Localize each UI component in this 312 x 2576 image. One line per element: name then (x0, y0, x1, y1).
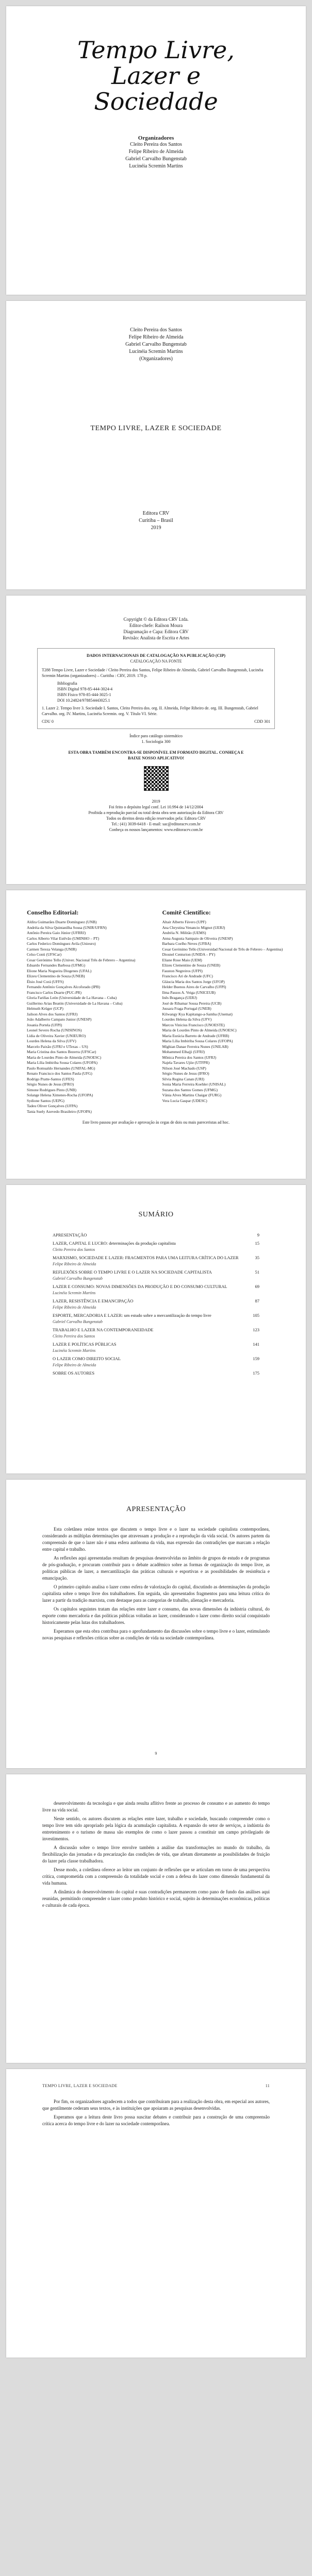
cdd-code: CDD 301 (254, 719, 270, 724)
editorial-council-list (27, 920, 150, 1114)
scientific-committee (156, 909, 286, 1114)
paragraph: desenvolvimento da tecnologia e que ainda resulta aflitivo frente ao processo de consumo e ao aumento do tempo livre na vida social. (42, 1801, 270, 1812)
council-member: Sérgio Nunes de Jesus (IFRO) (27, 1082, 74, 1087)
body-text (6, 1774, 306, 1909)
toc-entry-title: ESPORTE, MERCADORIA E LAZER: um estudo sobre a mercantilização do tempo livre (53, 1313, 211, 1318)
presentation-title: APRESENTAÇÃO (126, 1505, 186, 1513)
toc-entry-page: 105 (253, 1313, 259, 1318)
council-member: Rodrigo Pratte-Santos (UFES) (27, 1076, 74, 1081)
council-member: Anna Augusta Sampaio de Oliveira (UNESP) (162, 936, 233, 941)
council-member: João Adalberto Campato Junior (UNESP) (27, 1017, 92, 1022)
toc-entry-title: MARXISMO, SOCIEDADE E LAZER: FRAGMENTOS PARA UMA LEITURA CRÍTICA DO LAZER (53, 1255, 239, 1260)
copyright-page (6, 596, 306, 884)
text-page (6, 1774, 306, 2063)
copyright-line: Revisão: Analista de Escrita e Artes (123, 635, 189, 640)
council-member: Marcos Vinicius Francisco (UNOESTE) (162, 1022, 225, 1027)
council-page (6, 890, 306, 1179)
council-member: Ana Chrystina Venancio Mignot (UERJ) (162, 925, 225, 930)
paragraph: O primeiro capítulo analisa o lazer como esfera de valorização do capital, discutindo as determinações da produção capitalista sobre o tempo livre dos trabalhadores. Em seguida, são apresentados fragmentos para uma leitura crítica do lazer a partir da tradição marxista, com destaque para as categorias de trabalho, alienação e mercadoria. (42, 1584, 270, 1603)
toc-entry-author: Cleito Pereira dos Santos (53, 1334, 95, 1338)
council-member: Paulo Romualdo Hernandes (UNIFAL-MG) (27, 1065, 95, 1071)
toc-entry-author: Lucinéia Scremin Martins (53, 1291, 96, 1295)
toc-entry-author: Gabriel Carvalho Bungenstab (53, 1319, 103, 1324)
council-member: Elizeu Clementino de Souza (UNEB) (27, 974, 85, 978)
toc-entry[interactable] (53, 1284, 259, 1290)
council-member: Barbara Coelho Neves (UFBA) (162, 941, 211, 946)
council-member: Kilwangy Kya Kapitango-a-Samba (Unemat) (162, 1011, 233, 1016)
cip-record: T288 Tempo Livre, Lazer e Sociedade / Cleito Pereira dos Santos, Felipe Ribeiro de Almeida, Gabriel Carvalho Bungenstab, Lucinéia Scremin Martins (organizadores) – Curitiba : CRV, 2019. 178 p. (42, 668, 264, 678)
council-member: Maria de Lourdes Pinto de Almeida (UNOESC) (27, 1055, 102, 1060)
toc-entry-title: TRABALHO E LAZER NA CONTEMPORANEIDADE (53, 1327, 154, 1332)
organizer-name: Lucinéia Scremin Martins (129, 349, 183, 354)
paragraph: Por fim, os organizadores agradecem a todos que contribuíram para a realização desta obra, em especial aos autores, que gentilmente cederam seus textos, e às instituições que apoiaram as pesquisas desenvolvidas. (42, 2099, 270, 2111)
council-member: Carlos Federico Domínguez Avila (Unieuro) (27, 941, 96, 946)
council-member: Sonia Maria Ferreira Koehler (UNISAL) (162, 1082, 226, 1087)
toc-entry[interactable] (53, 1298, 259, 1304)
council-member: Silvia Regina Canan (URI) (162, 1076, 204, 1081)
council-member: Sydione Santos (UEPG) (27, 1098, 64, 1103)
council-member: Vera Lucia Gaspar (UDESC) (162, 1098, 207, 1103)
council-member: Leonel Severo Rocha (UNISINOS) (27, 1028, 82, 1032)
toc-entry-title: REFLEXÕES SOBRE O TEMPO LIVRE E O LAZER NA SOCIEDADE CAPITALISTA (53, 1269, 212, 1275)
presentation-text (6, 1526, 306, 1641)
index-title: Índice para catálogo sistemático (129, 734, 183, 738)
council-member: Diosnel Centurion (UNIDA – PY) (162, 952, 216, 957)
body-text (6, 2088, 306, 2127)
paragraph: Esperamos que esta obra contribua para o aprofundamento das discussões sobre o tempo livre e o lazer, estimulando novas pesquisas e reflexões críticas sobre as condições de vida na sociedade contemporânea. (42, 1629, 270, 1640)
organizers-label: Organizadores (138, 135, 174, 141)
toc-entry-title: LAZER, RESISTÊNCIA E EMANCIPAÇÃO (53, 1298, 134, 1303)
organizer-name: Cleito Pereira dos Santos (130, 327, 182, 333)
page-number: 11 (265, 2083, 270, 2088)
paragraph: Os capítulos seguintes tratam das relações entre lazer e consumo, das novas dimensões da indústria cultural, do esporte como mercadoria e das políticas públicas voltadas ao lazer, considerando o lazer como direito social conquistado historicamente pelas lutas dos trabalhadores. (42, 1606, 270, 1625)
paragraph: As reflexões aqui apresentadas resultam de pesquisas desenvolvidas no âmbito de grupos de estudo e de programas de pós-graduação, e procuram contribuir para o debate acadêmico sobre as formas de organização do tempo livre, as políticas públicas de lazer, a mercantilização das práticas culturais e esportivas e as possibilidades de resistência e emancipação. (42, 1555, 270, 1581)
paragraph: Desse modo, a coletânea oferece ao leitor um conjunto de reflexões que se articulam em torno de uma perspectiva crítica, comprometida com a compreensão da totalidade social e com a defesa do lazer como dimensão fundamental da vida humana. (42, 1867, 270, 1886)
council-member: Lourdes Helena da Silva (UFV) (27, 1039, 76, 1043)
toc-entry-page: 51 (255, 1269, 259, 1275)
council-member: Vânia Alves Martins Chaigar (FURG) (162, 1093, 222, 1097)
footer-line: Conheça os nossos lançamentos: www.editoracrv.com.br (109, 827, 203, 832)
isbn-line: Bibliografia (57, 681, 77, 686)
organizer-name: Lucinéia Scremin Martins (129, 163, 183, 169)
council-member: Maria Cristina dos Santos Bezerra (UFSCar) (27, 1049, 96, 1054)
council-member: Francisco Ari de Andrade (UFC) (162, 974, 213, 978)
toc-entry-title: SOBRE OS AUTORES (53, 1370, 95, 1376)
council-member: Carlos Alberto Vilar Estêvão (UMINHO – PT) (27, 936, 100, 941)
council-member: Tadeu Oliver Gonçalves (UFPA) (27, 1104, 78, 1108)
council-member: Eliane Rose Maio (UEM) (162, 957, 202, 962)
cover-title-line: Lazer e (111, 62, 201, 90)
toc-title: SUMÁRIO (138, 1211, 174, 1218)
isbn-line: ISBN Físico 978-85-444-3025-1 (57, 692, 111, 697)
council-member: Antônio Pereira Gaio Júnior (UFRRJ) (27, 930, 86, 935)
paragraph: A discussão sobre o tempo livre envolve também a análise das transformações no mundo do trabalho, da flexibilização das jornadas e da precarização das condições de vida, que afetam diretamente as possibilidades de fruição do lazer pela classe trabalhadora. (42, 1845, 270, 1863)
index-item: 1. Sociologia 300 (141, 739, 171, 744)
cdu-code: CDU 0 (42, 719, 54, 724)
editorial-council (27, 909, 156, 1114)
presentation-page (6, 1480, 306, 1768)
organizer-name: Felipe Ribeiro de Almeida (128, 149, 184, 155)
council-member: Jussara Fraga Portugal (UNEB) (162, 1006, 211, 1011)
council-member: Solange Helena Ximenes-Rocha (UFOPA) (27, 1093, 93, 1097)
toc-entry[interactable] (53, 1342, 259, 1347)
cover-page (6, 6, 306, 295)
toc-entry-page: 15 (255, 1241, 259, 1246)
scientific-committee-list (162, 920, 286, 1104)
isbn-line: DOI 10.24824/978854443025.1 (57, 698, 110, 703)
cover-title-line: Sociedade (94, 88, 218, 115)
toc-entry[interactable] (53, 1232, 259, 1238)
organizers-label: (Organizadores) (139, 356, 173, 362)
page-number: 9 (155, 1751, 157, 1756)
footer-line: 2019 (152, 799, 160, 804)
council-member: Carmen Tereza Velanga (UNIR) (27, 946, 77, 952)
council-member: Helmuth Krüger (UCP) (27, 1006, 63, 1011)
editorial-council-title: Conselho Editorial: (27, 909, 79, 916)
council-member: Altair Alberto Fávero (UPF) (162, 920, 206, 924)
cip-subjects: 1. Lazer 2. Tempo livre 3. Sociedade I. Santos, Cleito Pereira dos. org. II. Almeida, Felipe Ribeiro de. org. III. Bungenstab, Gabriel Carvalho. org. IV. Martins, Lucinéia Scremin. org. V. Título VI. Série. (42, 706, 258, 716)
council-member: Mohammed Elhajji (UFRJ) (162, 1049, 205, 1054)
council-member: Andréia N. Militão (UEMS) (162, 930, 206, 935)
council-member: Míghian Danae Ferreira Nunes (UNILAB) (162, 1044, 228, 1049)
council-member: Sérgio Nunes de Jesus (IFRO) (162, 1071, 209, 1076)
isbn-line: ISBN Digital 978-85-444-3024-4 (57, 687, 113, 691)
toc-entry-author: Felipe Ribeiro de Almeida (53, 1262, 96, 1266)
council-member: Aldira Guimarães Duarte Domínguez (UNB) (27, 920, 97, 924)
council-member: Maria Lília Imbiriba Sousa Colares (UFOPA) (27, 1060, 97, 1065)
paragraph: Esperamos que a leitura deste livro possa suscitar debates e contribuir para a construção de uma compreensão crítica acerca do tempo livre e do lazer na sociedade contemporânea. (42, 2114, 270, 2126)
toc-page (6, 1185, 306, 1473)
council-member: Ilma Passos A. Veiga (UNICEUB) (162, 990, 216, 995)
council-member: Lourdes Helena da Silva (UFV) (162, 1017, 212, 1022)
footer-line: Proibida a reprodução parcial ou total desta obra sem autorização da Editora CRV (88, 810, 224, 815)
council-member: Mônica Pereira dos Santos (UFRJ) (162, 1055, 217, 1060)
council-member: Celso Conti (UFSCar) (27, 952, 62, 957)
qr-code-icon (144, 766, 169, 791)
publisher-name: Editora CRV (142, 511, 170, 516)
copyright-line: Editor-chefe: Railson Moura (129, 623, 183, 628)
publisher-city: Curitiba – Brasil (139, 518, 173, 523)
cip-title: DADOS INTERNACIONAIS DE CATALOGAÇÃO NA PUBLICAÇÃO (CIP) (86, 653, 226, 658)
organizer-name: Felipe Ribeiro de Almeida (128, 334, 184, 340)
council-member: Nilson José Machado (USP) (162, 1065, 206, 1071)
council-member: Maria de Lourdes Pinto de Almeida (UNOESC) (162, 1028, 237, 1032)
text-page (6, 2069, 306, 2358)
toc-entry-title: LAZER, CAPITAL E LUCRO: determinações da produção capitalista (53, 1241, 176, 1246)
council-member: Elizeu Clementino de Souza (UNEB) (162, 963, 220, 968)
council-member: Lídia de Oliveira Xavier (UNIEURO) (27, 1033, 86, 1038)
toc-entry-page: 159 (253, 1356, 259, 1361)
paragraph: Neste sentido, os autores discutem as relações entre lazer, trabalho e sociedade, buscando compreender como o tempo livre tem sido apropriado pela lógica da acumulação capitalista. A expansão do setor de serviços, a indústria do entretenimento e o turismo de massa são exemplos de como o lazer passou a constituir um campo privilegiado de investimentos. (42, 1816, 270, 1841)
toc-entry[interactable] (53, 1370, 259, 1376)
council-member: Maria Eurácia Barreto de Andrade (UFRB) (162, 1033, 229, 1038)
rights-notice: ESTA OBRA TAMBÉM ENCONTRA-SE DISPONÍVEL EM FORMATO DIGITAL. CONHEÇA E BAIXE NOSSO APLICATIVO! (68, 750, 244, 760)
council-member: Josania Portela (UFPI) (27, 1022, 62, 1027)
toc-entry[interactable] (53, 1269, 259, 1275)
cover-title (6, 6, 306, 114)
council-member: Eduardo Fernandes Barbosa (UFMG) (27, 963, 86, 968)
toc-entry-title: LAZER E CONSUMO: NOVAS DIMENSÕES DA PRODUÇÃO E DO CONSUMO CULTURAL (53, 1284, 227, 1289)
toc-entry-page: 35 (255, 1255, 259, 1260)
cip-subtitle: CATALOGAÇÃO NA FONTE (130, 659, 182, 664)
council-member: Guillermo Arias Beatón (Universidade de La Havana – Cuba) (27, 1001, 123, 1006)
running-head: TEMPO LIVRE, LAZER E SOCIEDADE (42, 2083, 118, 2088)
toc-entry-author: Felipe Ribeiro de Almeida (53, 1305, 96, 1310)
council-member: Gláucia Maria dos Santos Jorge (UFOP) (162, 979, 225, 984)
council-member: Renato Francisco dos Santos Paula (UFG) (27, 1071, 92, 1076)
toc-entry[interactable] (53, 1356, 259, 1362)
paragraph: A dinâmica do desenvolvimento do capital e suas contradições permanecem como pano de fundo das análises aqui reunidas, permitindo compreender o lazer como produto histórico e social, sujeito às determinações econômicas, políticas e culturais de cada época. (42, 1889, 270, 1908)
copyright-line: Diagramação e Capa: Editora CRV (123, 629, 189, 634)
copyright-line: Copyright © da Editora CRV Ltda. (123, 617, 189, 622)
council-member: Tania Suely Azevedo Brasileiro (UFOPA) (27, 1109, 92, 1114)
organizer-name: Gabriel Carvalho Bungenstab (125, 156, 187, 162)
footer-line: Tel.: (41) 3039-6418 - E-mail: sac@editoracrv.com.br (111, 822, 201, 826)
council-member: José de Ribamar Sousa Pereira (UCB) (162, 1001, 222, 1006)
council-member: Simone Rodrigues Pinto (UNB) (27, 1087, 77, 1092)
toc-entry[interactable] (53, 1255, 259, 1261)
toc-entry-author: Gabriel Carvalho Bungenstab (53, 1276, 103, 1281)
toc-entry-author: Felipe Ribeiro de Almeida (53, 1363, 96, 1367)
council-member: Cesar Gerónimo Tello (Univer. Nacional Três de Febrero – Argentina) (27, 957, 136, 962)
footer-line: Foi feito o depósito legal conf. Lei 10.994 de 14/12/2004 (109, 805, 203, 809)
council-member: Fernando Antônio Gonçalves Alcoforado (IPB) (27, 985, 101, 989)
council-member: Fauston Negreiros (UFPI) (162, 968, 203, 973)
toc-entry[interactable] (53, 1313, 259, 1318)
cover-title-line: Tempo Livre, (77, 36, 235, 64)
toc-entry-author: Cleito Pereira dos Santos (53, 1247, 95, 1252)
toc-entry-page: 87 (255, 1298, 259, 1303)
toc-entry-page: 175 (253, 1370, 259, 1376)
scientific-committee-title: Comitê Científico: (162, 909, 211, 916)
half-title-page (6, 301, 306, 589)
toc-entry-author: Lucinéia Scremin Martins (53, 1348, 96, 1353)
toc-entry-title: O LAZER COMO DIREITO SOCIAL (53, 1356, 121, 1361)
toc-entry-title: APRESENTAÇÃO (53, 1232, 87, 1238)
toc-entry-title: LAZER E POLÍTICAS PÚBLICAS (53, 1342, 117, 1347)
toc-entry-page: 123 (253, 1327, 259, 1332)
book-title: TEMPO LIVRE, LAZER E SOCIEDADE (90, 425, 222, 432)
toc-entry-page: 69 (255, 1284, 259, 1289)
toc-entry[interactable] (53, 1327, 259, 1333)
footer-line: Todos os direitos desta edição reservados pela: Editora CRV (106, 816, 206, 821)
paragraph: Esta coletânea reúne textos que discutem o tempo livre e o lazer na sociedade capitalista contemporânea, considerando as múltiplas determinações que atravessam a produção e a reprodução da vida social. Os autores partem da compreensão de que o lazer não é uma esfera autônoma da vida, mas expressão das contradições que marcam a relação entre capital e trabalho. (42, 1527, 270, 1552)
toc-entry-page: 141 (253, 1342, 259, 1347)
council-member: Cesar Gerónimo Tello (Universidad Nacional de Três de Febrero – Argentina) (162, 946, 283, 952)
council-member: Elione Maria Nogueira Diogenes (UFAL) (27, 968, 92, 973)
council-member: Inês Bragança (UERJ) (162, 995, 197, 1000)
organizer-name: Cleito Pereira dos Santos (130, 142, 182, 147)
review-note: Este livro passou por avaliação e aprovação às cegas de dois ou mais pareceristas ad hoc. (82, 1120, 230, 1125)
council-member: Helder Buenos Aires de Carvalho (UFPI) (162, 985, 226, 989)
council-member: Jailson Alves dos Santos (UFRJ) (27, 1011, 78, 1016)
council-member: Élsio José Corá (UFFS) (27, 979, 64, 984)
toc-entry[interactable] (53, 1241, 259, 1246)
council-member: Suzana dos Santos Gomes (UFMG) (162, 1087, 218, 1092)
council-member: Gloria Fariñas León (Universidade de La Havana – Cuba) (27, 995, 117, 1000)
organizer-name: Gabriel Carvalho Bungenstab (125, 342, 187, 347)
council-member: Andréia da Silva Quintanilha Sousa (UNIR/UFRN) (27, 925, 107, 930)
cip-box (37, 648, 275, 729)
council-member: Najela Tavares Ujiie (UTFPR) (162, 1060, 210, 1065)
toc-entry-page: 9 (257, 1232, 259, 1238)
council-member: Maria Lília Imbiriba Sousa Colares (UFOPA) (162, 1039, 233, 1043)
publication-year: 2019 (151, 525, 161, 531)
council-member: Marcelo Paixão (UFRJ e UTexas – US) (27, 1044, 88, 1049)
toc-list (6, 1232, 306, 1376)
council-member: Francisco Carlos Duarte (PUC-PR) (27, 990, 82, 995)
